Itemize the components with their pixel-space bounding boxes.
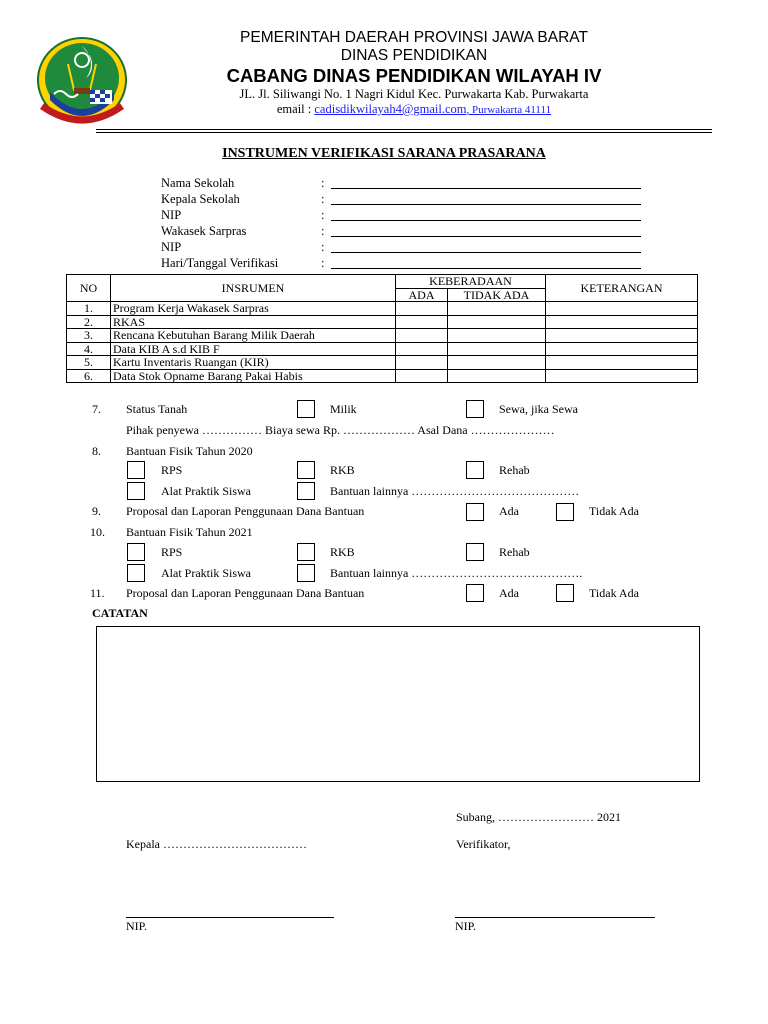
sewa-details-line: Pihak penyewa …………… Biaya sewa Rp. ……………… Asal Dana …………………	[126, 423, 555, 437]
field-label-school-name: Nama Sekolah	[161, 176, 235, 190]
label-lainnya-2020: Bantuan lainnya ……………………………………	[330, 484, 580, 498]
field-line-nip[interactable]	[331, 220, 641, 221]
item-no-9: 9.	[92, 504, 101, 518]
row-item: Program Kerja Wakasek Sarpras	[111, 302, 396, 316]
checkbox-sewa[interactable]	[466, 400, 484, 418]
table-row	[67, 315, 698, 329]
document-title: INSTRUMEN VERIFIKASI SARANA PRASARANA	[222, 146, 546, 161]
west-java-logo	[34, 34, 130, 124]
row-item: Kartu Inventaris Ruangan (KIR)	[111, 356, 396, 370]
cell-keterangan[interactable]	[546, 302, 698, 316]
bantuan-2020-label: Bantuan Fisik Tahun 2020	[126, 444, 253, 458]
field-line-wakasek[interactable]	[331, 236, 641, 237]
label-alat-2020: Alat Praktik Siswa	[161, 484, 251, 498]
row-no: 4.	[67, 342, 111, 356]
item-no-11: 11.	[90, 586, 105, 600]
field-line-date[interactable]	[331, 268, 641, 269]
checkbox-lainnya-2020[interactable]	[297, 482, 315, 500]
header-branch: CABANG DINAS PENDIDIKAN WILAYAH IV	[226, 65, 602, 86]
email-city: , Purwakarta 41111	[466, 104, 552, 116]
checkbox-proposal-ada-2[interactable]	[466, 584, 484, 602]
checkbox-rehab-2020[interactable]	[466, 461, 484, 479]
checkbox-milik[interactable]	[297, 400, 315, 418]
status-tanah-label: Status Tanah	[126, 402, 188, 416]
row-item: RKAS	[111, 315, 396, 329]
cell-ada[interactable]	[396, 342, 448, 356]
field-label-nip: NIP	[161, 208, 182, 222]
field-line-school-name[interactable]	[331, 188, 641, 189]
col-header-no: NO	[67, 275, 111, 302]
header-contact	[130, 102, 698, 117]
table-row	[67, 369, 698, 383]
cell-tidak-ada[interactable]	[448, 329, 546, 343]
email-label: email :	[276, 102, 312, 116]
label-rkb-2021: RKB	[330, 545, 355, 559]
header-government: PEMERINTAH DAERAH PROVINSI JAWA BARAT	[240, 29, 588, 46]
col-header-keberadaan: KEBERADAAN	[396, 275, 546, 289]
label-proposal-ada-1: Ada	[499, 504, 519, 518]
row-no: 5.	[67, 356, 111, 370]
col-header-instrumen: INSRUMEN	[111, 275, 396, 302]
checkbox-proposal-ada-1[interactable]	[466, 503, 484, 521]
col-header-ada: ADA	[396, 288, 448, 302]
row-item: Data KIB A s.d KIB F	[111, 342, 396, 356]
cell-ada[interactable]	[396, 356, 448, 370]
field-line-nip-2[interactable]	[331, 252, 641, 253]
header-divider-thin	[96, 132, 712, 133]
signature-line-kepala[interactable]	[126, 917, 334, 918]
cell-keterangan[interactable]	[546, 342, 698, 356]
label-rkb-2020: RKB	[330, 463, 355, 477]
cell-keterangan[interactable]	[546, 369, 698, 383]
catatan-heading: CATATAN	[92, 606, 148, 620]
label-lainnya-2021: Bantuan lainnya …………………………………….	[330, 566, 583, 580]
field-label-date: Hari/Tanggal Verifikasi	[161, 256, 279, 270]
label-proposal-tidak-ada-2: Tidak Ada	[589, 586, 639, 600]
place-date: Subang, …………………… 2021	[456, 810, 621, 824]
nip-verifikator: NIP.	[455, 919, 477, 933]
cell-ada[interactable]	[396, 302, 448, 316]
label-rehab-2020: Rehab	[499, 463, 530, 477]
label-rps-2021: RPS	[161, 545, 183, 559]
label-rehab-2021: Rehab	[499, 545, 530, 559]
row-no: 2.	[67, 315, 111, 329]
table-row	[67, 329, 698, 343]
checkbox-rehab-2021[interactable]	[466, 543, 484, 561]
cell-tidak-ada[interactable]	[448, 302, 546, 316]
row-no: 6.	[67, 369, 111, 383]
checkbox-proposal-tidak-ada-1[interactable]	[556, 503, 574, 521]
verifikator-label: Verifikator,	[456, 837, 511, 851]
row-item: Data Stok Opname Barang Pakai Habis	[111, 369, 396, 383]
field-sep: :	[321, 240, 325, 254]
email-link[interactable]: cadisdikwilayah4@gmail.com	[314, 102, 467, 116]
checkbox-rps-2021[interactable]	[127, 543, 145, 561]
row-no: 1.	[67, 302, 111, 316]
proposal-2020-label: Proposal dan Laporan Penggunaan Dana Bantuan	[126, 504, 365, 518]
field-label-principal: Kepala Sekolah	[161, 192, 240, 206]
field-sep: :	[321, 192, 325, 206]
col-header-keterangan: KETERANGAN	[546, 275, 698, 302]
header-department: DINAS PENDIDIKAN	[340, 47, 488, 64]
header-address: JL. Jl. Siliwangi No. 1 Nagri Kidul Kec. Purwakarta Kab. Purwakarta	[239, 87, 589, 101]
checkbox-rkb-2021[interactable]	[297, 543, 315, 561]
field-label-nip-2: NIP	[161, 240, 182, 254]
instrument-table	[66, 274, 698, 383]
label-proposal-tidak-ada-1: Tidak Ada	[589, 504, 639, 518]
row-item: Rencana Kebutuhan Barang Milik Daerah	[111, 329, 396, 343]
cell-tidak-ada[interactable]	[448, 369, 546, 383]
checkbox-alat-2020[interactable]	[127, 482, 145, 500]
label-sewa: Sewa, jika Sewa	[499, 402, 578, 416]
cell-keterangan[interactable]	[546, 356, 698, 370]
checkbox-alat-2021[interactable]	[127, 564, 145, 582]
cell-keterangan[interactable]	[546, 329, 698, 343]
bantuan-2021-label: Bantuan Fisik Tahun 2021	[126, 525, 253, 539]
proposal-2021-label: Proposal dan Laporan Penggunaan Dana Bantuan	[126, 586, 365, 600]
row-no: 3.	[67, 329, 111, 343]
label-rps-2020: RPS	[161, 463, 183, 477]
header-divider	[96, 129, 712, 130]
label-milik: Milik	[330, 402, 357, 416]
item-no-10: 10.	[90, 525, 105, 539]
label-proposal-ada-2: Ada	[499, 586, 519, 600]
checkbox-rps-2020[interactable]	[127, 461, 145, 479]
table-row	[67, 342, 698, 356]
field-sep: :	[321, 208, 325, 222]
field-label-wakasek: Wakasek Sarpras	[161, 224, 247, 238]
item-no-8: 8.	[92, 444, 101, 458]
cell-ada[interactable]	[396, 369, 448, 383]
catatan-box[interactable]	[96, 626, 700, 782]
cell-tidak-ada[interactable]	[448, 356, 546, 370]
cell-ada[interactable]	[396, 315, 448, 329]
kepala-label: Kepala ………………………………	[126, 837, 307, 851]
label-alat-2021: Alat Praktik Siswa	[161, 566, 251, 580]
cell-tidak-ada[interactable]	[448, 315, 546, 329]
checkbox-rkb-2020[interactable]	[297, 461, 315, 479]
item-no-7: 7.	[92, 402, 101, 416]
checkbox-proposal-tidak-ada-2[interactable]	[556, 584, 574, 602]
field-sep: :	[321, 176, 325, 190]
checkbox-lainnya-2021[interactable]	[297, 564, 315, 582]
col-header-tidak-ada: TIDAK ADA	[448, 288, 546, 302]
table-row	[67, 356, 698, 370]
signature-line-verifikator[interactable]	[455, 917, 655, 918]
field-line-principal[interactable]	[331, 204, 641, 205]
cell-ada[interactable]	[396, 329, 448, 343]
cell-tidak-ada[interactable]	[448, 342, 546, 356]
field-sep: :	[321, 256, 325, 270]
field-sep: :	[321, 224, 325, 238]
nip-kepala: NIP.	[126, 919, 148, 933]
cell-keterangan[interactable]	[546, 315, 698, 329]
table-row	[67, 302, 698, 316]
